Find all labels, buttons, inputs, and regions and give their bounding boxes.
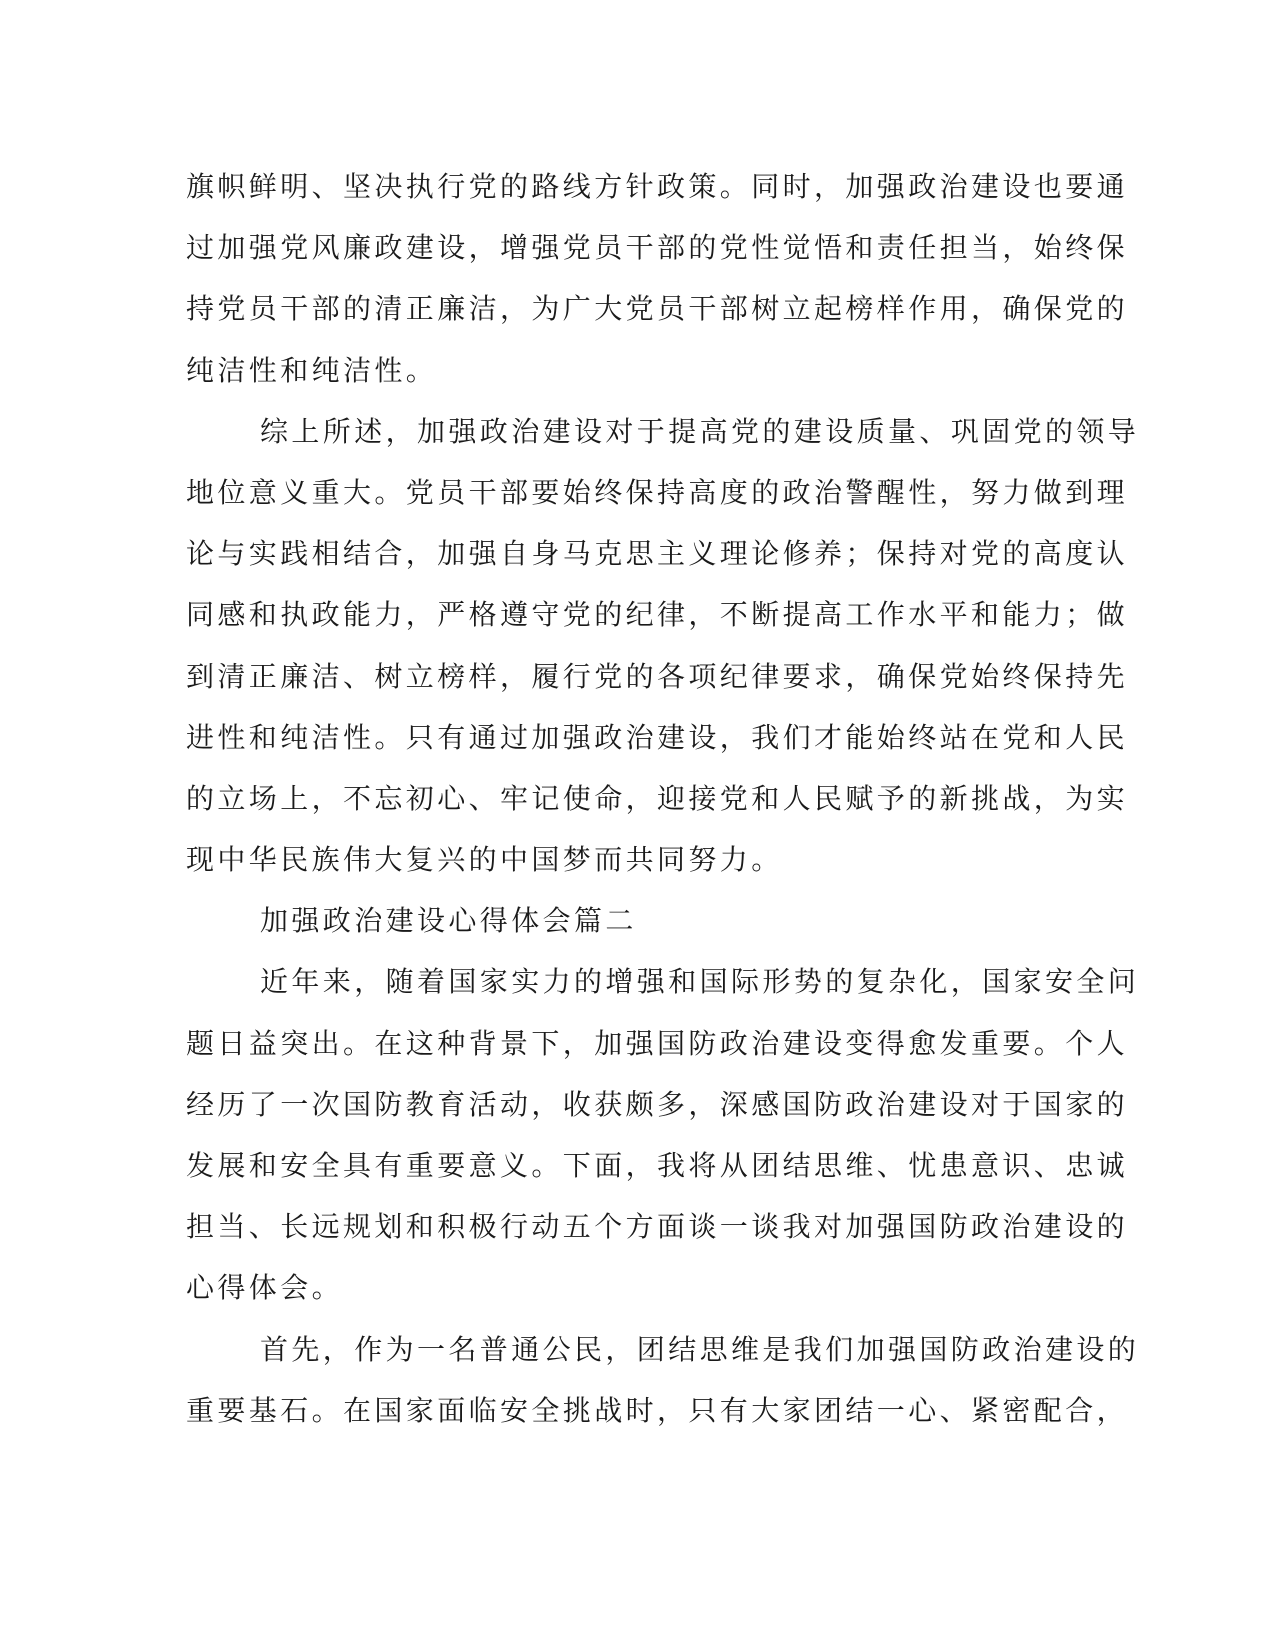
text-line: 近年来，随着国家实力的增强和国际形势的复杂化，国家安全问 [260,965,1140,999]
text-line: 担当、长远规划和积极行动五个方面谈一谈我对加强国防政治建设的 [186,1210,1129,1244]
text-line: 的立场上，不忘初心、牢记使命，迎接党和人民赋予的新挑战，为实 [186,781,1129,815]
text-line: 进性和纯洁性。只有通过加强政治建设，我们才能始终站在党和人民 [186,720,1129,754]
text-line: 同感和执政能力，严格遵守党的纪律，不断提高工作水平和能力；做 [186,598,1129,632]
text-line: 论与实践相结合，加强自身马克思主义理论修养；保持对党的高度认 [186,537,1129,571]
section-heading-text: 加强政治建设心得体会篇二 [260,904,637,938]
text-line: 重要基石。在国家面临安全挑战时，只有大家团结一心、紧密配合， [186,1393,1129,1427]
text-line: 地位意义重大。党员干部要始终保持高度的政治警醒性，努力做到理 [186,475,1129,509]
text-line: 过加强党风廉政建设，增强党员干部的党性觉悟和责任担当，始终保 [186,231,1129,265]
text-line: 到清正廉洁、树立榜样，履行党的各项纪律要求，确保党始终保持先 [186,659,1129,693]
section-heading [186,890,1086,951]
paragraph [186,951,1140,1318]
paragraph [186,156,1129,401]
text-line: 经历了一次国防教育活动，收获颇多，深感国防政治建设对于国家的 [186,1087,1129,1121]
text-line: 题日益突出。在这种背景下，加强国防政治建设变得愈发重要。个人 [186,1026,1129,1060]
text-line: 纯洁性和纯洁性。 [186,353,438,387]
paragraph [186,401,1140,891]
text-line: 现中华民族伟大复兴的中国梦而共同努力。 [186,843,783,877]
text-line: 首先，作为一名普通公民，团结思维是我们加强国防政治建设的 [260,1332,1140,1366]
text-line: 旗帜鲜明、坚决执行党的路线方针政策。同时，加强政治建设也要通 [186,170,1129,203]
text-line: 持党员干部的清正廉洁，为广大党员干部树立起榜样作用，确保党的 [186,292,1129,326]
text-line: 综上所述，加强政治建设对于提高党的建设质量、巩固党的领导 [260,414,1140,448]
text-line: 心得体会。 [186,1271,344,1305]
paragraph [186,1319,1140,1441]
document-body [186,156,1140,1441]
text-line: 发展和安全具有重要意义。下面，我将从团结思维、忧患意识、忠诚 [186,1149,1129,1182]
